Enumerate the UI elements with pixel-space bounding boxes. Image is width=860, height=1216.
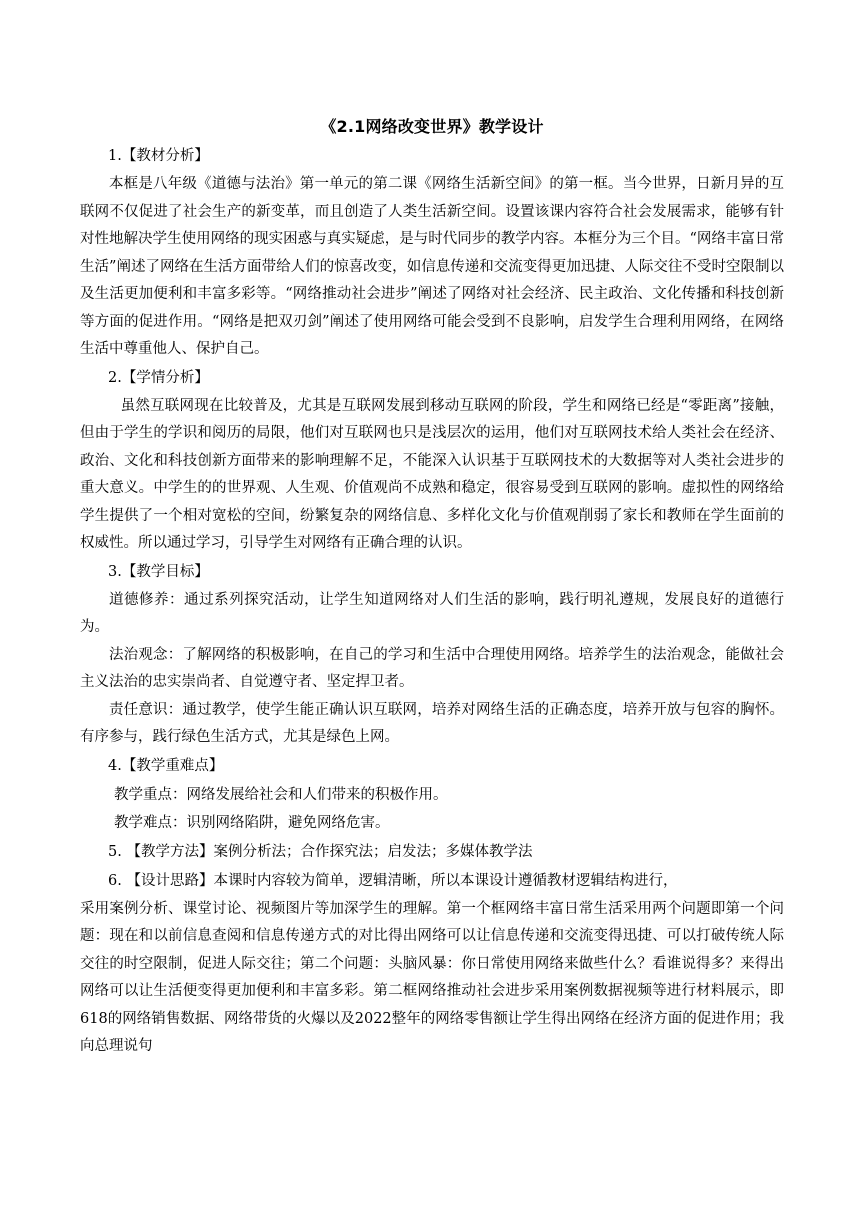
goal-moral-paragraph: 道德修养：通过系列探究活动，让学生知道网络对人们生活的影响，践行明礼遵规，发展良好的道德行为。 [80,591,784,635]
goal-law-paragraph: 法治观念：了解网络的积极影响，在自己的学习和生活中合理使用网络。培养学生的法治观念，能做社会主义法治的忠实崇尚者、自觉遵守者、坚定捍卫者。 [80,646,784,690]
section-heading-teaching-goals: 3.【教学目标】 [108,563,209,580]
difficult-point-line: 教学难点：识别网络陷阱，避免网络危害。 [114,815,390,831]
section-heading-key-points: 4.【教学重难点】 [108,757,224,774]
textbook-analysis-paragraph: 本框是八年级《道德与法治》第一单元的第二课《网络生活新空间》的第一框。当今世界，日新月异的互联网不仅促进了社会生产的新变革，而且创造了人类生活新空间。设置该课内容符合社会发展需求，能够有针对性地解决学生使用网络的现实困惑与真实疑虑，是与时代同步的教学内容。本框分为三个目。“网络丰富日常生活”阐述了网络在生活方面带给人们的惊喜改变，如信息传递和交流变得更加迅捷、人际交往不受时空限制以及生活更加便利和丰富多彩等。“网络推动社会进步”阐述了网络对社会经济、民主政治、文化传播和科技创新等方面的促进作用。“网络是把双刃剑”阐述了使用网络可能会受到不良影响，启发学生合理利用网络，在网络生活中尊重他人、保护自己。 [80,176,784,357]
design-idea-paragraph: 采用案例分析、课堂讨论、视频图片等加深学生的理解。第一个框网络丰富日常生活采用两个问题即第一个问题：现在和以前信息查阅和信息传递方式的对比得出网络可以让信息传递和交流变得迅捷、可以打破传统人际交往的时空限制，促进人际交往；第二个问题：头脑风暴：你日常使用网络来做些什么？看谁说得多？来得出网络可以让生活便变得更加便利和丰富多彩。第二框网络推动社会进步采用案例数据视频等进行材料展示，即618的网络销售数据、网络带货的火爆以及2022整年的网络零售额让学生得出网络在经济方面的促进作用；我向总理说句 [80,900,784,1054]
key-point-line: 教学重点：网络发展给社会和人们带来的积极作用。 [114,786,448,803]
document-title: 《2.1网络改变世界》教学设计 [320,117,544,136]
document-page [80,112,784,1061]
student-analysis-paragraph: 虽然互联网现在比较普及，尤其是互联网发展到移动互联网的阶段，学生和网络已经是“零距离”接触，但由于学生的学识和阅历的局限，他们对互联网也只是浅层次的运用，他们对互联网技术给人类社会在经济、政治、文化和科技创新方面带来的影响理解不足，不能深入认识基于互联网技术的大数据等对人类社会进步的重大意义。中学生的的世界观、人生观、价值观尚不成熟和稳定，很容易受到互联网的影响。虚拟性的网络给学生提供了一个相对宽松的空间，纷繁复杂的网络信息、多样化文化与价值观削弱了家长和教师在学生面前的权威性。所以通过学习，引导学生对网络有正确合理的认识。 [80,397,784,551]
section-heading-textbook-analysis: 1.【教材分析】 [108,148,209,164]
section-heading-teaching-methods: 5. 【教学方法】案例分析法；合作探究法；启发法；多媒体教学法 [108,843,533,860]
goal-responsibility-paragraph: 责任意识：通过教学，使学生能正确认识互联网，培养对网络生活的正确态度，培养开放与包容的胸怀。有序参与，践行绿色生活方式，尤其是绿色上网。 [80,701,784,745]
section-heading-student-analysis: 2.【学情分析】 [108,369,209,386]
section-heading-design-idea: 6. 【设计思路】本课时内容较为简单，逻辑清晰，所以本课设计遵循教材逻辑结构进行， [108,872,678,889]
